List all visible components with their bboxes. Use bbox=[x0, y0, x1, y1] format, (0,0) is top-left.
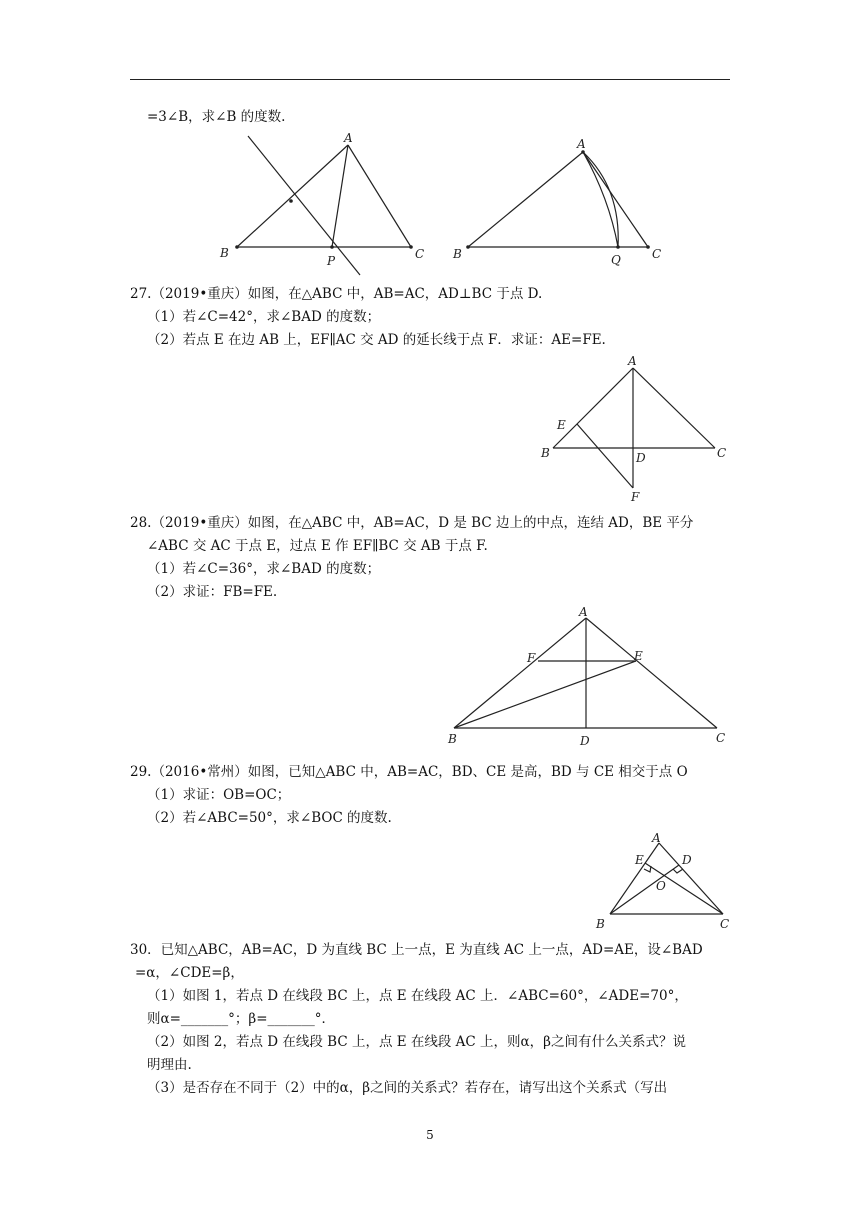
fig28-label-B: B bbox=[448, 732, 457, 746]
fig26b-label-Q: Q bbox=[611, 253, 621, 267]
fig29-label-A: A bbox=[652, 831, 661, 845]
fig26b-label-A: A bbox=[577, 137, 586, 151]
fig29-label-E: E bbox=[635, 853, 644, 867]
figure-26-left bbox=[210, 130, 440, 280]
q30-part2-line1: （2）如图 2，若点 D 在线段 BC 上，点 E 在线段 AC 上，则α，β之间有什么关系式？说 bbox=[147, 1034, 686, 1050]
q28-part1: （1）若∠C=36°，求∠BAD 的度数； bbox=[147, 561, 381, 577]
header-rule bbox=[130, 79, 730, 80]
fig27-label-D: D bbox=[636, 451, 646, 465]
figure-29 bbox=[590, 830, 740, 935]
q30-part1-line1: （1）如图 1，若点 D 在线段 BC 上，点 E 在线段 AC 上．∠ABC=60°，∠ADE=70°， bbox=[147, 988, 688, 1004]
q30-part2-line2: 明理由. bbox=[147, 1057, 192, 1073]
fig26b-label-C: C bbox=[652, 247, 662, 261]
fig29-label-O: O bbox=[656, 879, 666, 893]
fig28-label-D: D bbox=[580, 734, 590, 748]
fig29-label-C: C bbox=[720, 917, 730, 931]
q28-stem-line1: 28.（2019•重庆）如图，在△ABC 中，AB=AC，D 是 BC 边上的中点，连结 AD，BE 平分 bbox=[130, 515, 694, 531]
fig28-label-F: F bbox=[527, 651, 536, 665]
page-number: 5 bbox=[426, 1128, 434, 1142]
fig26a-label-C: C bbox=[415, 247, 425, 261]
q28-part2: （2）求证：FB=FE. bbox=[147, 584, 278, 600]
q30-stem-line2: =α，∠CDE=β， bbox=[135, 965, 244, 981]
fig27-label-F: F bbox=[631, 490, 640, 504]
q29-part2: （2）若∠ABC=50°，求∠BOC 的度数. bbox=[147, 810, 392, 826]
q30-stem-line1: 30．已知△ABC，AB=AC，D 为直线 BC 上一点，E 为直线 AC 上一点，AD=AE，设∠BAD bbox=[130, 942, 703, 958]
figure-27 bbox=[535, 352, 735, 507]
fig27-label-E: E bbox=[557, 418, 566, 432]
q27-part1: （1）若∠C=42°，求∠BAD 的度数； bbox=[147, 309, 381, 325]
fig26a-label-P: P bbox=[327, 254, 336, 268]
fig28-label-E: E bbox=[634, 649, 643, 663]
fig26b-label-B: B bbox=[453, 247, 462, 261]
fig26a-label-B: B bbox=[220, 246, 229, 260]
fig27-label-B: B bbox=[541, 446, 550, 460]
q30-part1-line2: 则α=_______°；β=_______°． bbox=[147, 1011, 336, 1027]
q29-part1: （1）求证：OB=OC； bbox=[147, 787, 291, 803]
fig27-label-A: A bbox=[628, 354, 637, 368]
fig26a-label-A: A bbox=[344, 131, 353, 145]
fig28-label-A: A bbox=[579, 605, 588, 619]
q27-part2: （2）若点 E 在边 AB 上，EF∥AC 交 AD 的延长线于点 F．求证：AE=FE. bbox=[147, 332, 606, 348]
figure-28 bbox=[440, 605, 740, 755]
fig28-label-C: C bbox=[716, 731, 726, 745]
q28-stem-line2: ∠ABC 交 AC 于点 E，过点 E 作 EF∥BC 交 AB 于点 F. bbox=[147, 538, 488, 554]
figure-26-right bbox=[445, 130, 675, 270]
fig27-label-C: C bbox=[717, 446, 727, 460]
fig29-label-B: B bbox=[596, 917, 605, 931]
q27-stem: 27.（2019•重庆）如图，在△ABC 中，AB=AC，AD⊥BC 于点 D. bbox=[130, 286, 543, 302]
q30-part3: （3）是否存在不同于（2）中的α，β之间的关系式？若存在，请写出这个关系式（写出 bbox=[147, 1080, 668, 1096]
q29-stem: 29.（2016•常州）如图，已知△ABC 中，AB=AC，BD、CE 是高，BD 与 CE 相交于点 O bbox=[130, 764, 688, 780]
q26-tail-text: =3∠B，求∠B 的度数. bbox=[147, 109, 286, 125]
fig29-label-D: D bbox=[682, 853, 692, 867]
